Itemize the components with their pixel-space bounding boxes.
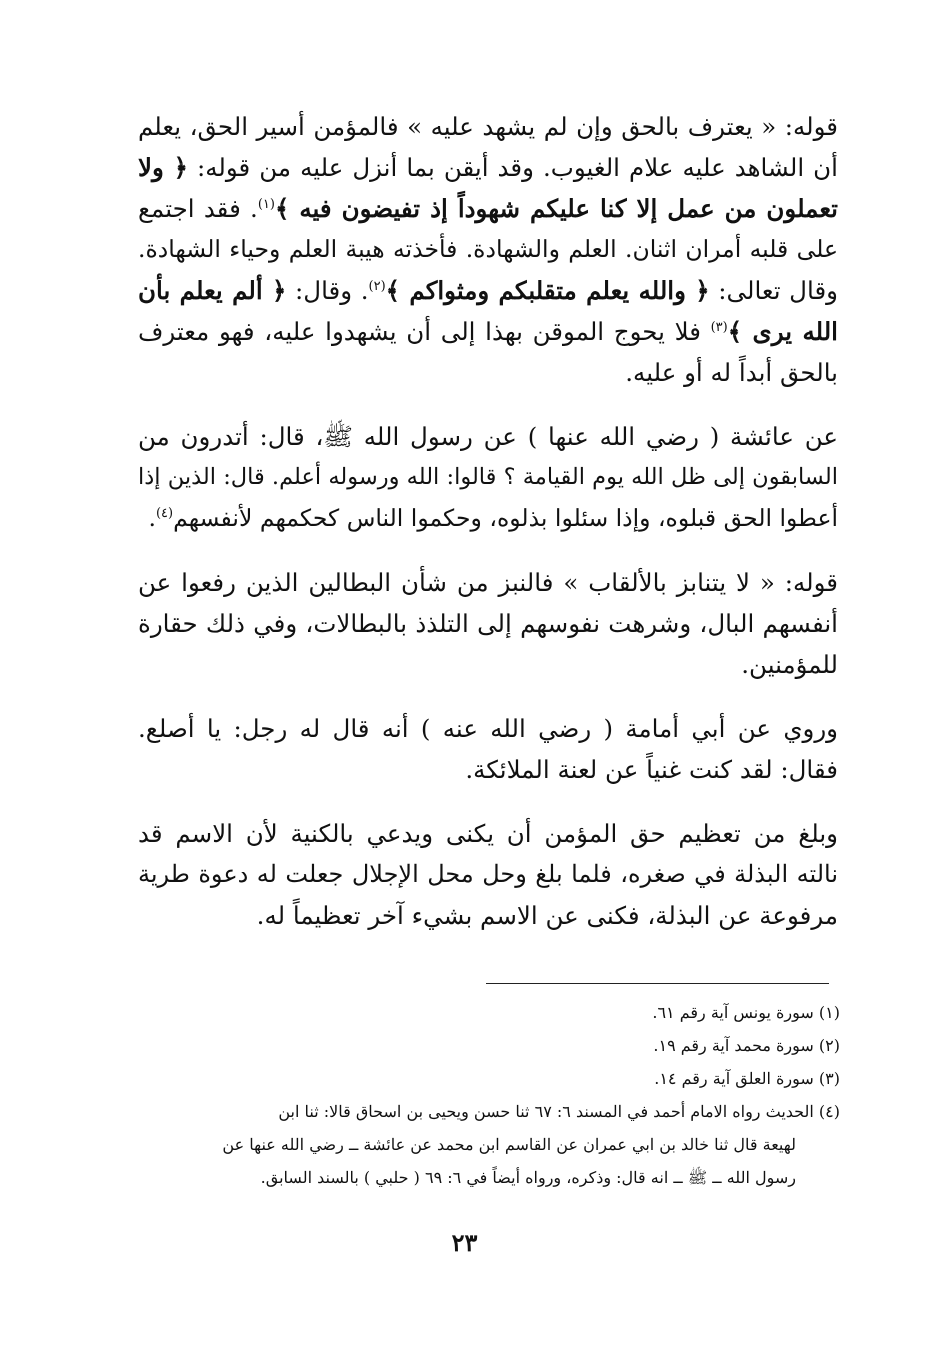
text-line bbox=[138, 498, 838, 539]
paragraph bbox=[138, 416, 838, 539]
text-line bbox=[138, 270, 838, 311]
text-line bbox=[138, 229, 838, 270]
text-segment: مرفوعة عن البذلة، فكنى عن الاسم بشيء آخر تعظيماً له. bbox=[256, 901, 838, 930]
text-line bbox=[138, 106, 838, 147]
text-line bbox=[138, 147, 838, 188]
quran-quote: ﴿ والله يعلم متقلبكم ومثواكم ﴾ bbox=[385, 276, 710, 305]
footnote bbox=[138, 1095, 840, 1194]
footnote-line: لهيعة قال ثنا خالد بن ابي عمران عن القاسم ابن محمد عن عائشة ــ رضي الله عنها عن bbox=[222, 1135, 796, 1154]
text-line bbox=[138, 416, 838, 457]
text-segment: قوله: « يعترف بالحق وإن لم يشهد عليه » فالمؤمن أسير الحق، يعلم bbox=[138, 112, 838, 141]
footnote bbox=[138, 1029, 840, 1062]
text-line bbox=[138, 749, 838, 790]
text-line bbox=[138, 188, 838, 229]
text-segment: فقال: لقد كنت غنياً عن لعنة الملائكة. bbox=[465, 755, 838, 784]
text-line bbox=[138, 708, 838, 749]
footnotes bbox=[138, 996, 840, 1194]
footnote-separator bbox=[486, 983, 829, 984]
text-segment: بالحق أبداً له أو عليه. bbox=[625, 358, 838, 387]
footnote-line: (٢) سورة محمد آية رقم ١٩. bbox=[653, 1036, 840, 1055]
page-number: ٢٣ bbox=[451, 1228, 478, 1257]
footnote-marker: (٢) bbox=[368, 278, 386, 294]
footnote-line: (١) سورة يونس آية رقم ٦١. bbox=[652, 1003, 840, 1022]
text-line bbox=[138, 644, 838, 685]
footnote-line: رسول الله ــ ﷺ ــ انه قال: وذكره، ورواه أيضاً في ٦: ٦٩ ( حلبي ) بالسند السابق. bbox=[260, 1168, 796, 1187]
footnote-marker: (٤) bbox=[155, 506, 174, 522]
footnote-line: (٣) سورة العلق آية رقم ١٤. bbox=[654, 1069, 840, 1088]
main-text bbox=[138, 106, 838, 959]
paragraph bbox=[138, 562, 838, 685]
paragraph bbox=[138, 106, 838, 393]
footnote bbox=[138, 1062, 840, 1095]
text-line bbox=[138, 562, 838, 603]
text-segment: قوله: « لا يتنابز بالألقاب » فالنبز من شأن البطالين الذين رفعوا عن bbox=[138, 568, 838, 597]
text-line bbox=[138, 352, 838, 393]
text-segment: وقال تعالى: bbox=[709, 276, 838, 305]
text-segment: السابقون إلى ظل الله يوم القيامة ؟ قالوا: الله ورسوله أعلم. قال: الذين إذا bbox=[138, 464, 838, 490]
text-segment: فلا يحوج الموقن بهذا إلى أن يشهدوا عليه، فهو معترف bbox=[138, 317, 711, 346]
text-segment: أعطوا الحق قبلوه، وإذا سئلوا بذلوه، وحكموا الناس كحكمهم لأنفسهم bbox=[173, 504, 838, 532]
footnote bbox=[138, 996, 840, 1029]
text-segment: وروي عن أبي أمامة ( رضي الله عنه ) أنه قال له رجل: يا أصلع. bbox=[138, 714, 838, 743]
text-segment: عن عائشة ( رضي الله عنها ) عن رسول الله ﷺ، قال: أتدرون من bbox=[138, 422, 838, 451]
text-segment: . وقال: bbox=[286, 276, 369, 305]
footnote-marker: (٣) bbox=[710, 319, 728, 335]
text-segment: . فقد اجتمع bbox=[138, 194, 258, 223]
text-segment: وبلغ من تعظيم حق المؤمن أن يكنى ويدعي بالكنية لأن الاسم قد bbox=[138, 819, 838, 848]
footnote-line: (٤) الحديث رواه الامام أحمد في المسند ٦: ٦٧ ثنا حسن ويحيى بن اسحاق قالا: ثنا ابن bbox=[278, 1102, 840, 1121]
text-line bbox=[138, 813, 838, 854]
quran-quote: ﴿ ألم يعلم بأن bbox=[138, 276, 287, 305]
quran-quote: تعملون من عمل إلا كنا عليكم شهوداً إذ تفيضون فيه ﴾ bbox=[274, 194, 838, 223]
text-segment: على قلبه أمران اثنان. العلم والشهادة. فأخذته هيبة العلم وحياء الشهادة. bbox=[138, 235, 838, 263]
text-line bbox=[138, 854, 838, 895]
text-segment: للمؤمنين. bbox=[741, 650, 838, 679]
quran-quote: ﴿ ولا bbox=[138, 153, 188, 182]
text-segment: . bbox=[148, 504, 156, 532]
text-segment: نالته البذلة في صغره، فلما بلغ وحل محل الإجلال جعلت له دعوة طرية bbox=[138, 860, 838, 888]
footnote-marker: (١) bbox=[257, 196, 275, 212]
text-line bbox=[138, 895, 838, 936]
text-segment: أن الشاهد عليه علام الغيوب. وقد أيقن بما أنزل عليه من قوله: bbox=[187, 153, 838, 182]
paragraph bbox=[138, 708, 838, 790]
paragraph bbox=[138, 813, 838, 936]
text-line bbox=[138, 457, 838, 498]
text-line bbox=[138, 311, 838, 352]
text-line bbox=[138, 603, 838, 644]
text-segment: أنفسهم البال، وشرهت نفوسهم إلى التلذذ بالبطالات، وفي ذلك حقارة bbox=[138, 609, 838, 638]
quran-quote: الله يرى ﴾ bbox=[727, 317, 838, 346]
